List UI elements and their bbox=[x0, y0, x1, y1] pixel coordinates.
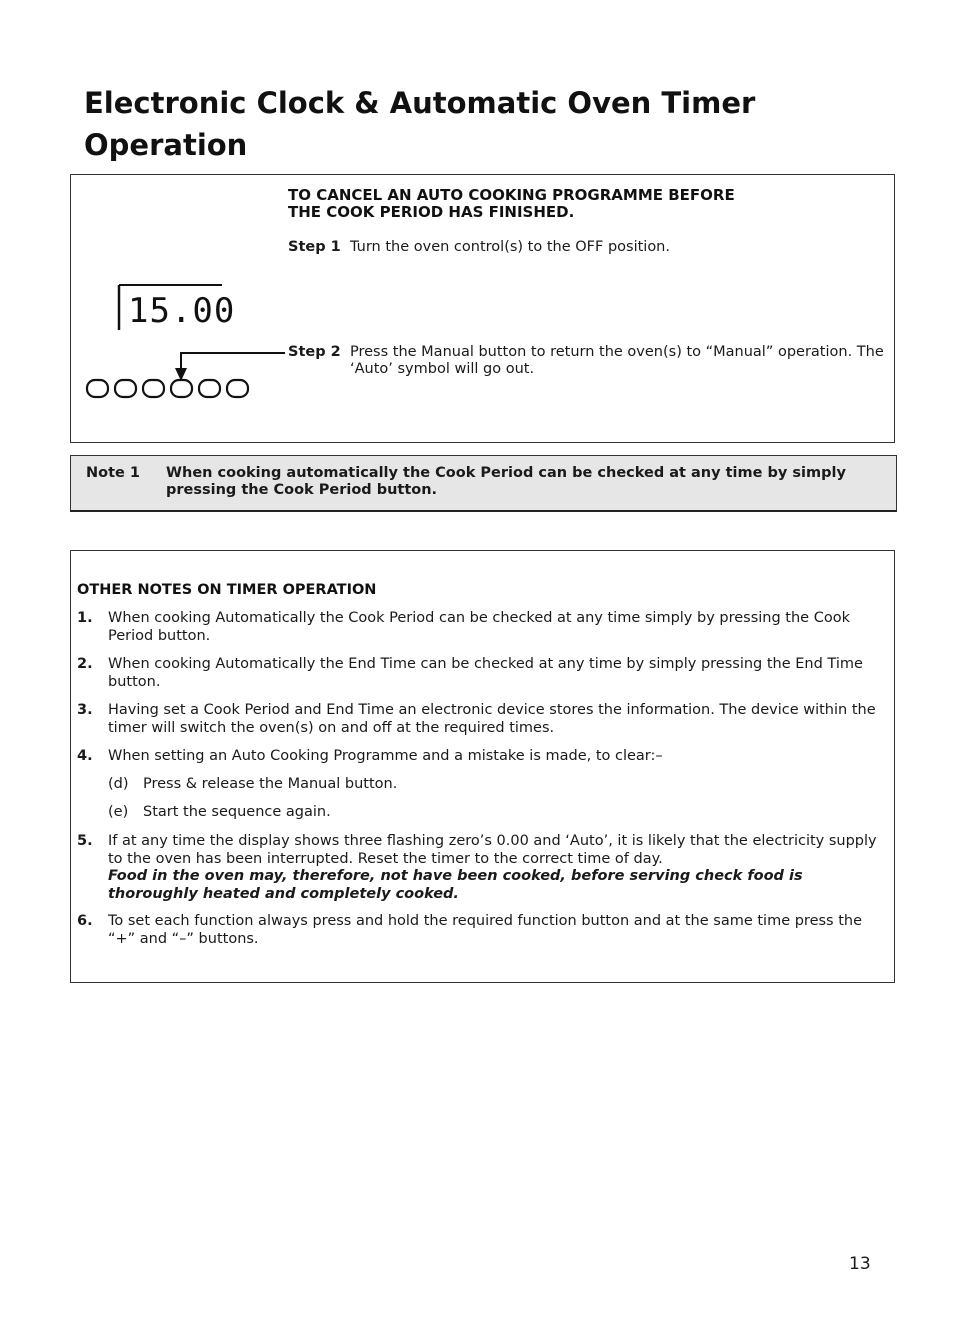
food-safety-warning: Food in the oven may, therefore, not have been cooked, before serving check food is thoroughly heated and completely cooked. bbox=[108, 868, 803, 902]
sub-item-letter: (e) bbox=[108, 804, 129, 820]
list-item-number: 1. bbox=[77, 610, 93, 626]
cancel-heading: TO CANCEL AN AUTO COOKING PROGRAMME BEFORE THE COOK PERIOD HAS FINISHED. bbox=[288, 186, 735, 221]
list-item-number: 6. bbox=[77, 913, 93, 929]
control-button bbox=[171, 380, 192, 397]
list-item bbox=[77, 748, 877, 766]
other-notes-panel bbox=[70, 550, 895, 983]
sub-list-item bbox=[108, 776, 397, 793]
step-2-label: Step 2 bbox=[288, 344, 341, 360]
note-1-text: When cooking automatically the Cook Period can be checked at any time by simply pressing the Cook Period button. bbox=[166, 465, 846, 498]
control-button bbox=[227, 380, 248, 397]
control-button bbox=[199, 380, 220, 397]
sub-item-letter: (d) bbox=[108, 776, 129, 792]
list-item bbox=[77, 610, 877, 645]
sub-item-text: Start the sequence again. bbox=[143, 804, 331, 820]
list-item-text: Having set a Cook Period and End Time an electronic device stores the information. The device within the timer will switch the oven(s) on and off at the required times. bbox=[108, 702, 876, 736]
list-item-text: To set each function always press and hold the required function button and at the same time press the “+” and “–” buttons. bbox=[108, 913, 863, 947]
note-1-bar bbox=[70, 455, 897, 512]
list-item bbox=[77, 702, 877, 737]
list-item-number: 5. bbox=[77, 833, 93, 849]
list-item-number: 2. bbox=[77, 656, 93, 672]
sub-item-text: Press & release the Manual button. bbox=[143, 776, 398, 792]
control-button bbox=[87, 380, 108, 397]
list-item-text: When cooking Automatically the Cook Period can be checked at any time simply by pressing the Cook Period button. bbox=[108, 610, 850, 644]
list-item-number: 3. bbox=[77, 702, 93, 718]
page-number: 13 bbox=[849, 1254, 871, 1274]
timer-display-illustration bbox=[71, 175, 311, 442]
cancel-programme-panel bbox=[70, 174, 895, 443]
step-2-text: Press the Manual button to return the oven(s) to “Manual” operation. The ‘Auto’ symbol will go out. bbox=[350, 344, 884, 377]
list-item bbox=[77, 913, 877, 948]
list-item bbox=[77, 833, 877, 903]
control-button bbox=[143, 380, 164, 397]
list-item-text: When cooking Automatically the End Time can be checked at any time by simply pressing the End Time button. bbox=[108, 656, 863, 690]
sub-list-item bbox=[108, 804, 331, 821]
list-item-text: When setting an Auto Cooking Programme and a mistake is made, to clear:– bbox=[108, 748, 663, 764]
step-1-label: Step 1 bbox=[288, 239, 341, 255]
timer-display-readout: 15.00 bbox=[128, 291, 236, 331]
list-item bbox=[77, 656, 877, 691]
step-1-text: Turn the oven control(s) to the OFF position. bbox=[350, 239, 670, 255]
note-1-label: Note 1 bbox=[86, 465, 140, 481]
other-notes-heading: OTHER NOTES ON TIMER OPERATION bbox=[77, 582, 377, 598]
control-button bbox=[115, 380, 136, 397]
list-item-text: If at any time the display shows three flashing zero’s 0.00 and ‘Auto’, it is likely that the electricity supply to the oven has been interrupted. Reset the timer to the correct time of day. bbox=[108, 833, 877, 867]
list-item-number: 4. bbox=[77, 748, 93, 764]
control-buttons-row bbox=[87, 380, 248, 397]
page-title: Electronic Clock & Automatic Oven Timer Operation bbox=[84, 86, 756, 162]
